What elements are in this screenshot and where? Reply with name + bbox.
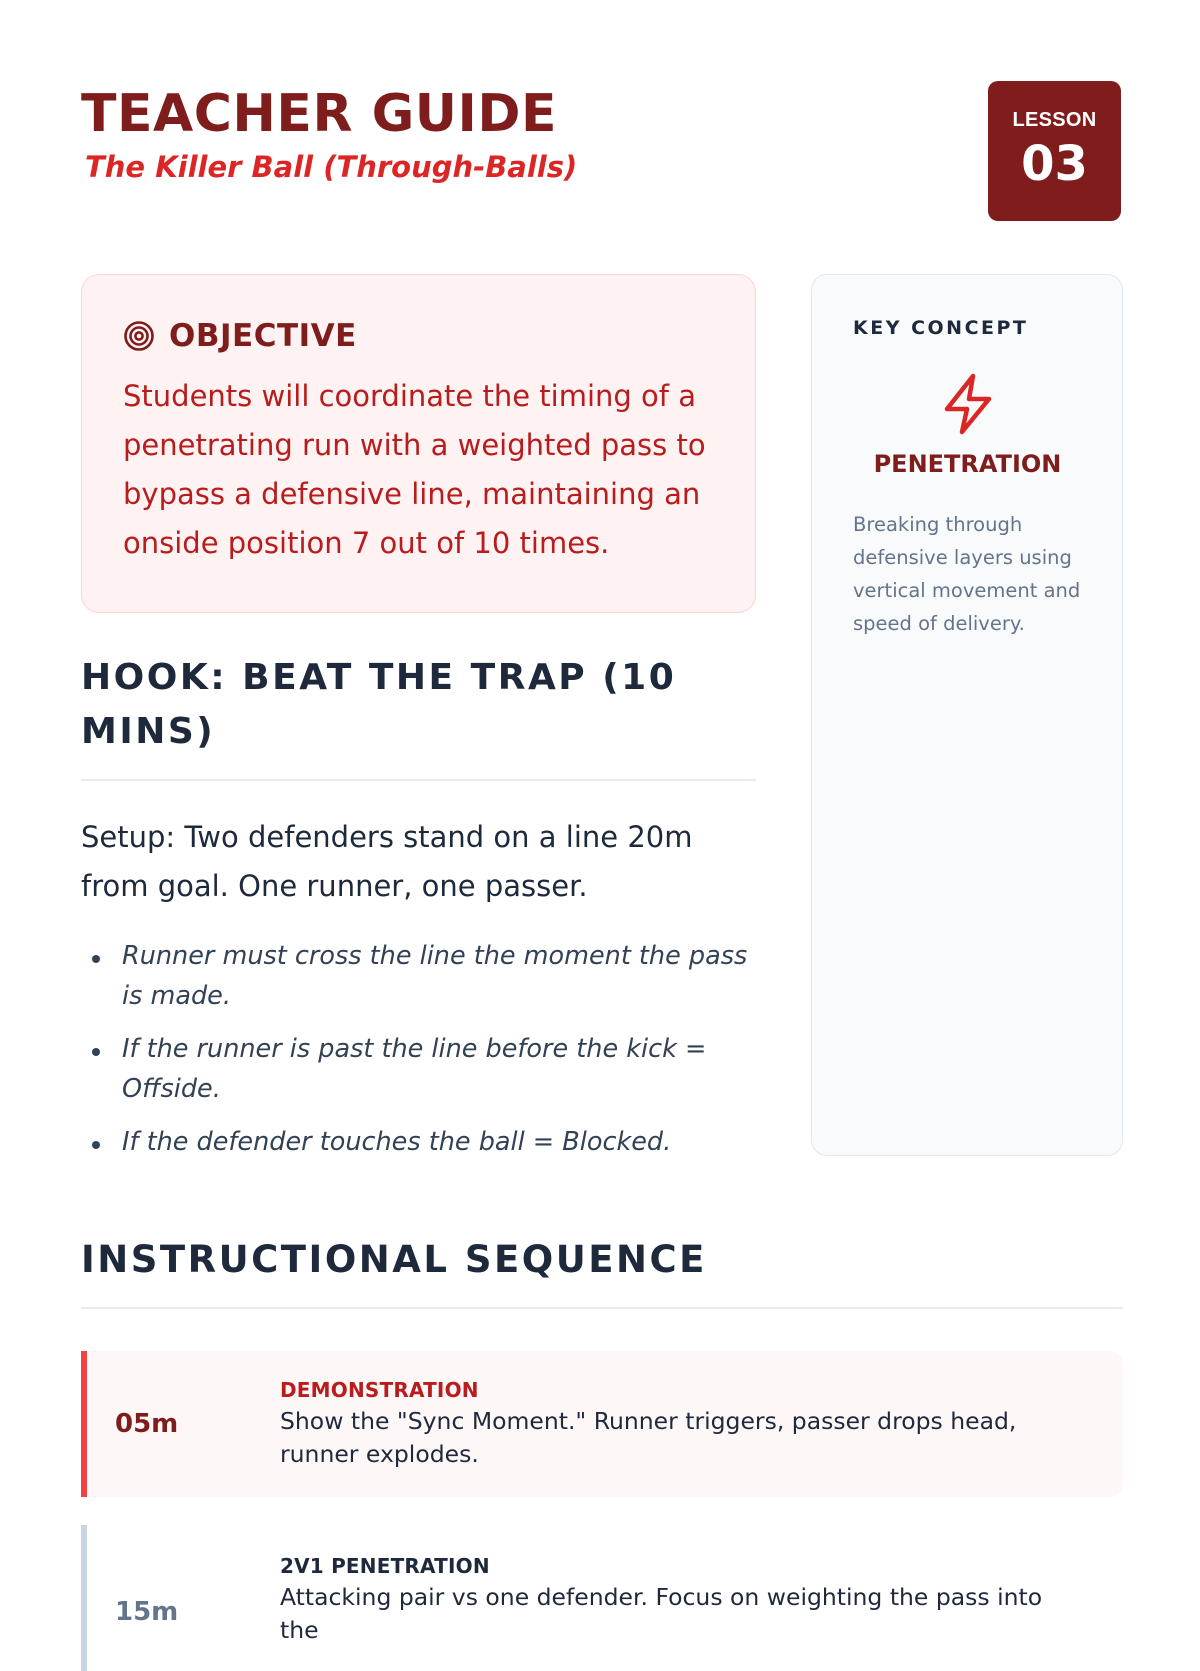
hook-title: HOOK: BEAT THE TRAP (10 MINS) xyxy=(81,651,756,781)
step-body xyxy=(280,1525,1080,1647)
key-concept-panel xyxy=(811,274,1123,1156)
sequence-step xyxy=(81,1525,1123,1671)
page-title: TEACHER GUIDE xyxy=(81,84,558,144)
sequence-step xyxy=(81,1351,1123,1497)
key-concept-text: Breaking through defensive layers using vertical movement and speed of delivery. xyxy=(853,513,1081,635)
step-label: 2V1 PENETRATION xyxy=(280,1554,490,1578)
lesson-label: LESSON xyxy=(1012,109,1097,131)
hook-section xyxy=(81,651,756,1175)
step-body xyxy=(280,1377,1080,1471)
step-label: DEMONSTRATION xyxy=(280,1378,479,1402)
step-duration: 05m xyxy=(115,1409,179,1439)
step-description: Show the "Sync Moment." Runner triggers, passer drops head, runner explodes. xyxy=(280,1407,1017,1468)
lesson-badge xyxy=(988,81,1121,221)
lightning-bolt-icon xyxy=(937,371,999,437)
key-concept-title: PENETRATION xyxy=(873,450,1062,478)
lesson-number: 03 xyxy=(1021,136,1088,192)
list-item: Runner must cross the line the moment the pass is made. xyxy=(81,936,756,1016)
objective-header xyxy=(123,318,715,354)
sequence-title: INSTRUCTIONAL SEQUENCE xyxy=(81,1235,1123,1309)
list-item: If the runner is past the line before the kick = Offside. xyxy=(81,1029,756,1109)
step-duration: 15m xyxy=(115,1597,179,1627)
hook-setup-text: Setup: Two defenders stand on a line 20m from goal. One runner, one passer. xyxy=(81,820,693,903)
key-concept-label: KEY CONCEPT xyxy=(853,317,1029,339)
objective-text: Students will coordinate the timing of a penetrating run with a weighted pass to bypass a defensive line, maintaining an onside position 7 out of 10 times. xyxy=(123,379,706,560)
objective-title: OBJECTIVE xyxy=(169,318,357,354)
target-icon xyxy=(123,320,155,352)
objective-card xyxy=(81,274,756,613)
page-header xyxy=(81,84,1121,224)
hook-rules-list xyxy=(81,936,756,1162)
step-description: Attacking pair vs one defender. Focus on weighting the pass into the xyxy=(280,1583,1043,1644)
page-subtitle: The Killer Ball (Through-Balls) xyxy=(85,150,578,184)
list-item: If the defender touches the ball = Blocked. xyxy=(81,1122,756,1162)
instructional-sequence xyxy=(81,1235,1123,1671)
